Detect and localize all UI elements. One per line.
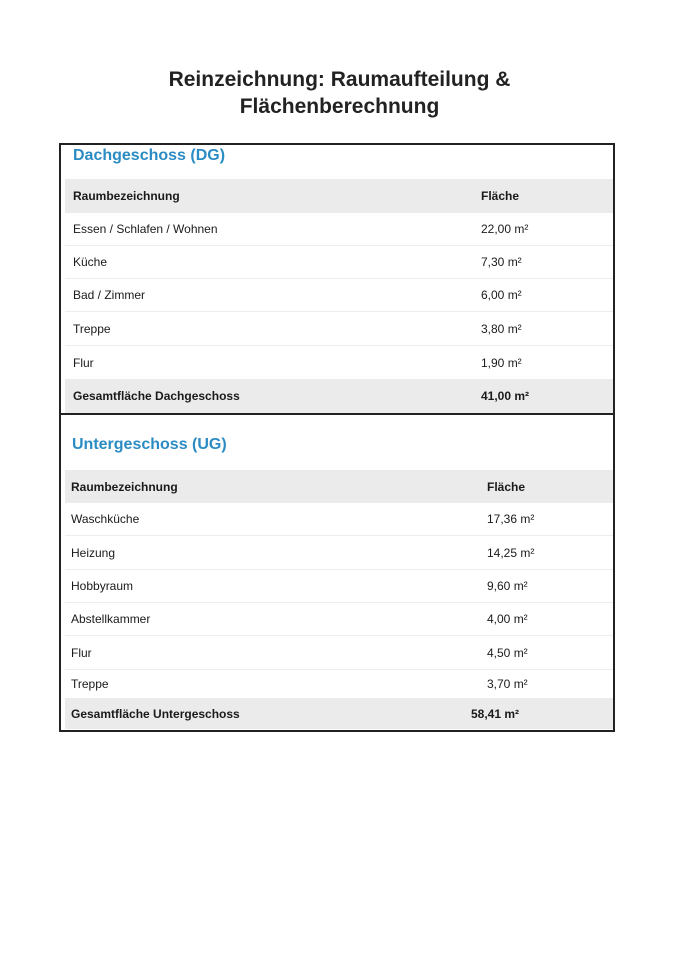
ug-table-header <box>65 470 613 503</box>
dg-total-row <box>65 379 613 413</box>
room-area: 3,80 m² <box>481 321 522 336</box>
document-title <box>0 66 679 120</box>
room-area: 14,25 m² <box>487 545 535 560</box>
dg-table-header <box>65 179 613 213</box>
table-row <box>65 570 613 603</box>
ug-total-area: 58,41 m² <box>471 707 520 721</box>
room-name: Waschküche <box>71 512 140 526</box>
ug-header-area: Fläche <box>487 479 526 494</box>
room-name: Bad / Zimmer <box>73 288 146 302</box>
dg-header-area: Fläche <box>481 189 520 203</box>
document-title-line-2: Flächenberechnung <box>239 95 440 118</box>
room-name: Abstellkammer <box>71 612 151 626</box>
room-area: 6,00 m² <box>481 288 522 302</box>
table-row <box>65 279 613 312</box>
room-name: Küche <box>73 255 108 269</box>
table-row <box>65 213 613 246</box>
dg-header-name: Raumbezeichnung <box>73 189 180 203</box>
section-divider <box>61 413 613 415</box>
table-row <box>65 346 613 379</box>
ug-total-label: Gesamtfläche Untergeschoss <box>71 707 240 721</box>
table-row <box>65 536 613 570</box>
table-row <box>65 503 613 536</box>
room-name: Treppe <box>71 677 109 691</box>
room-area: 9,60 m² <box>487 579 528 593</box>
room-name: Flur <box>71 645 92 660</box>
table-row <box>65 670 613 698</box>
room-name: Hobbyraum <box>71 579 134 593</box>
area-table-box <box>59 143 615 732</box>
dg-total-label: Gesamtfläche Dachgeschoss <box>73 389 240 403</box>
ug-section-title: Untergeschoss (UG) <box>72 436 227 453</box>
room-area: 17,36 m² <box>487 512 535 526</box>
ug-total-row <box>65 698 613 729</box>
document-title-line-1: Reinzeichnung: Raumaufteilung & <box>168 68 511 91</box>
room-area: 3,70 m² <box>487 677 528 691</box>
room-name: Heizung <box>71 545 116 560</box>
table-row <box>65 312 613 346</box>
table-row <box>65 603 613 636</box>
room-area: 4,00 m² <box>487 612 528 626</box>
table-row <box>65 636 613 670</box>
room-name: Flur <box>73 355 94 370</box>
room-area: 1,90 m² <box>481 355 522 370</box>
dg-section-title: Dachgeschoss (DG) <box>73 147 226 164</box>
room-name: Treppe <box>73 321 111 336</box>
table-row <box>65 246 613 279</box>
room-name: Essen / Schlafen / Wohnen <box>73 222 218 236</box>
room-area: 4,50 m² <box>487 645 528 660</box>
room-area: 22,00 m² <box>481 222 529 236</box>
ug-header-name: Raumbezeichnung <box>71 479 178 494</box>
room-area: 7,30 m² <box>481 255 522 269</box>
dg-total-area: 41,00 m² <box>481 389 530 403</box>
